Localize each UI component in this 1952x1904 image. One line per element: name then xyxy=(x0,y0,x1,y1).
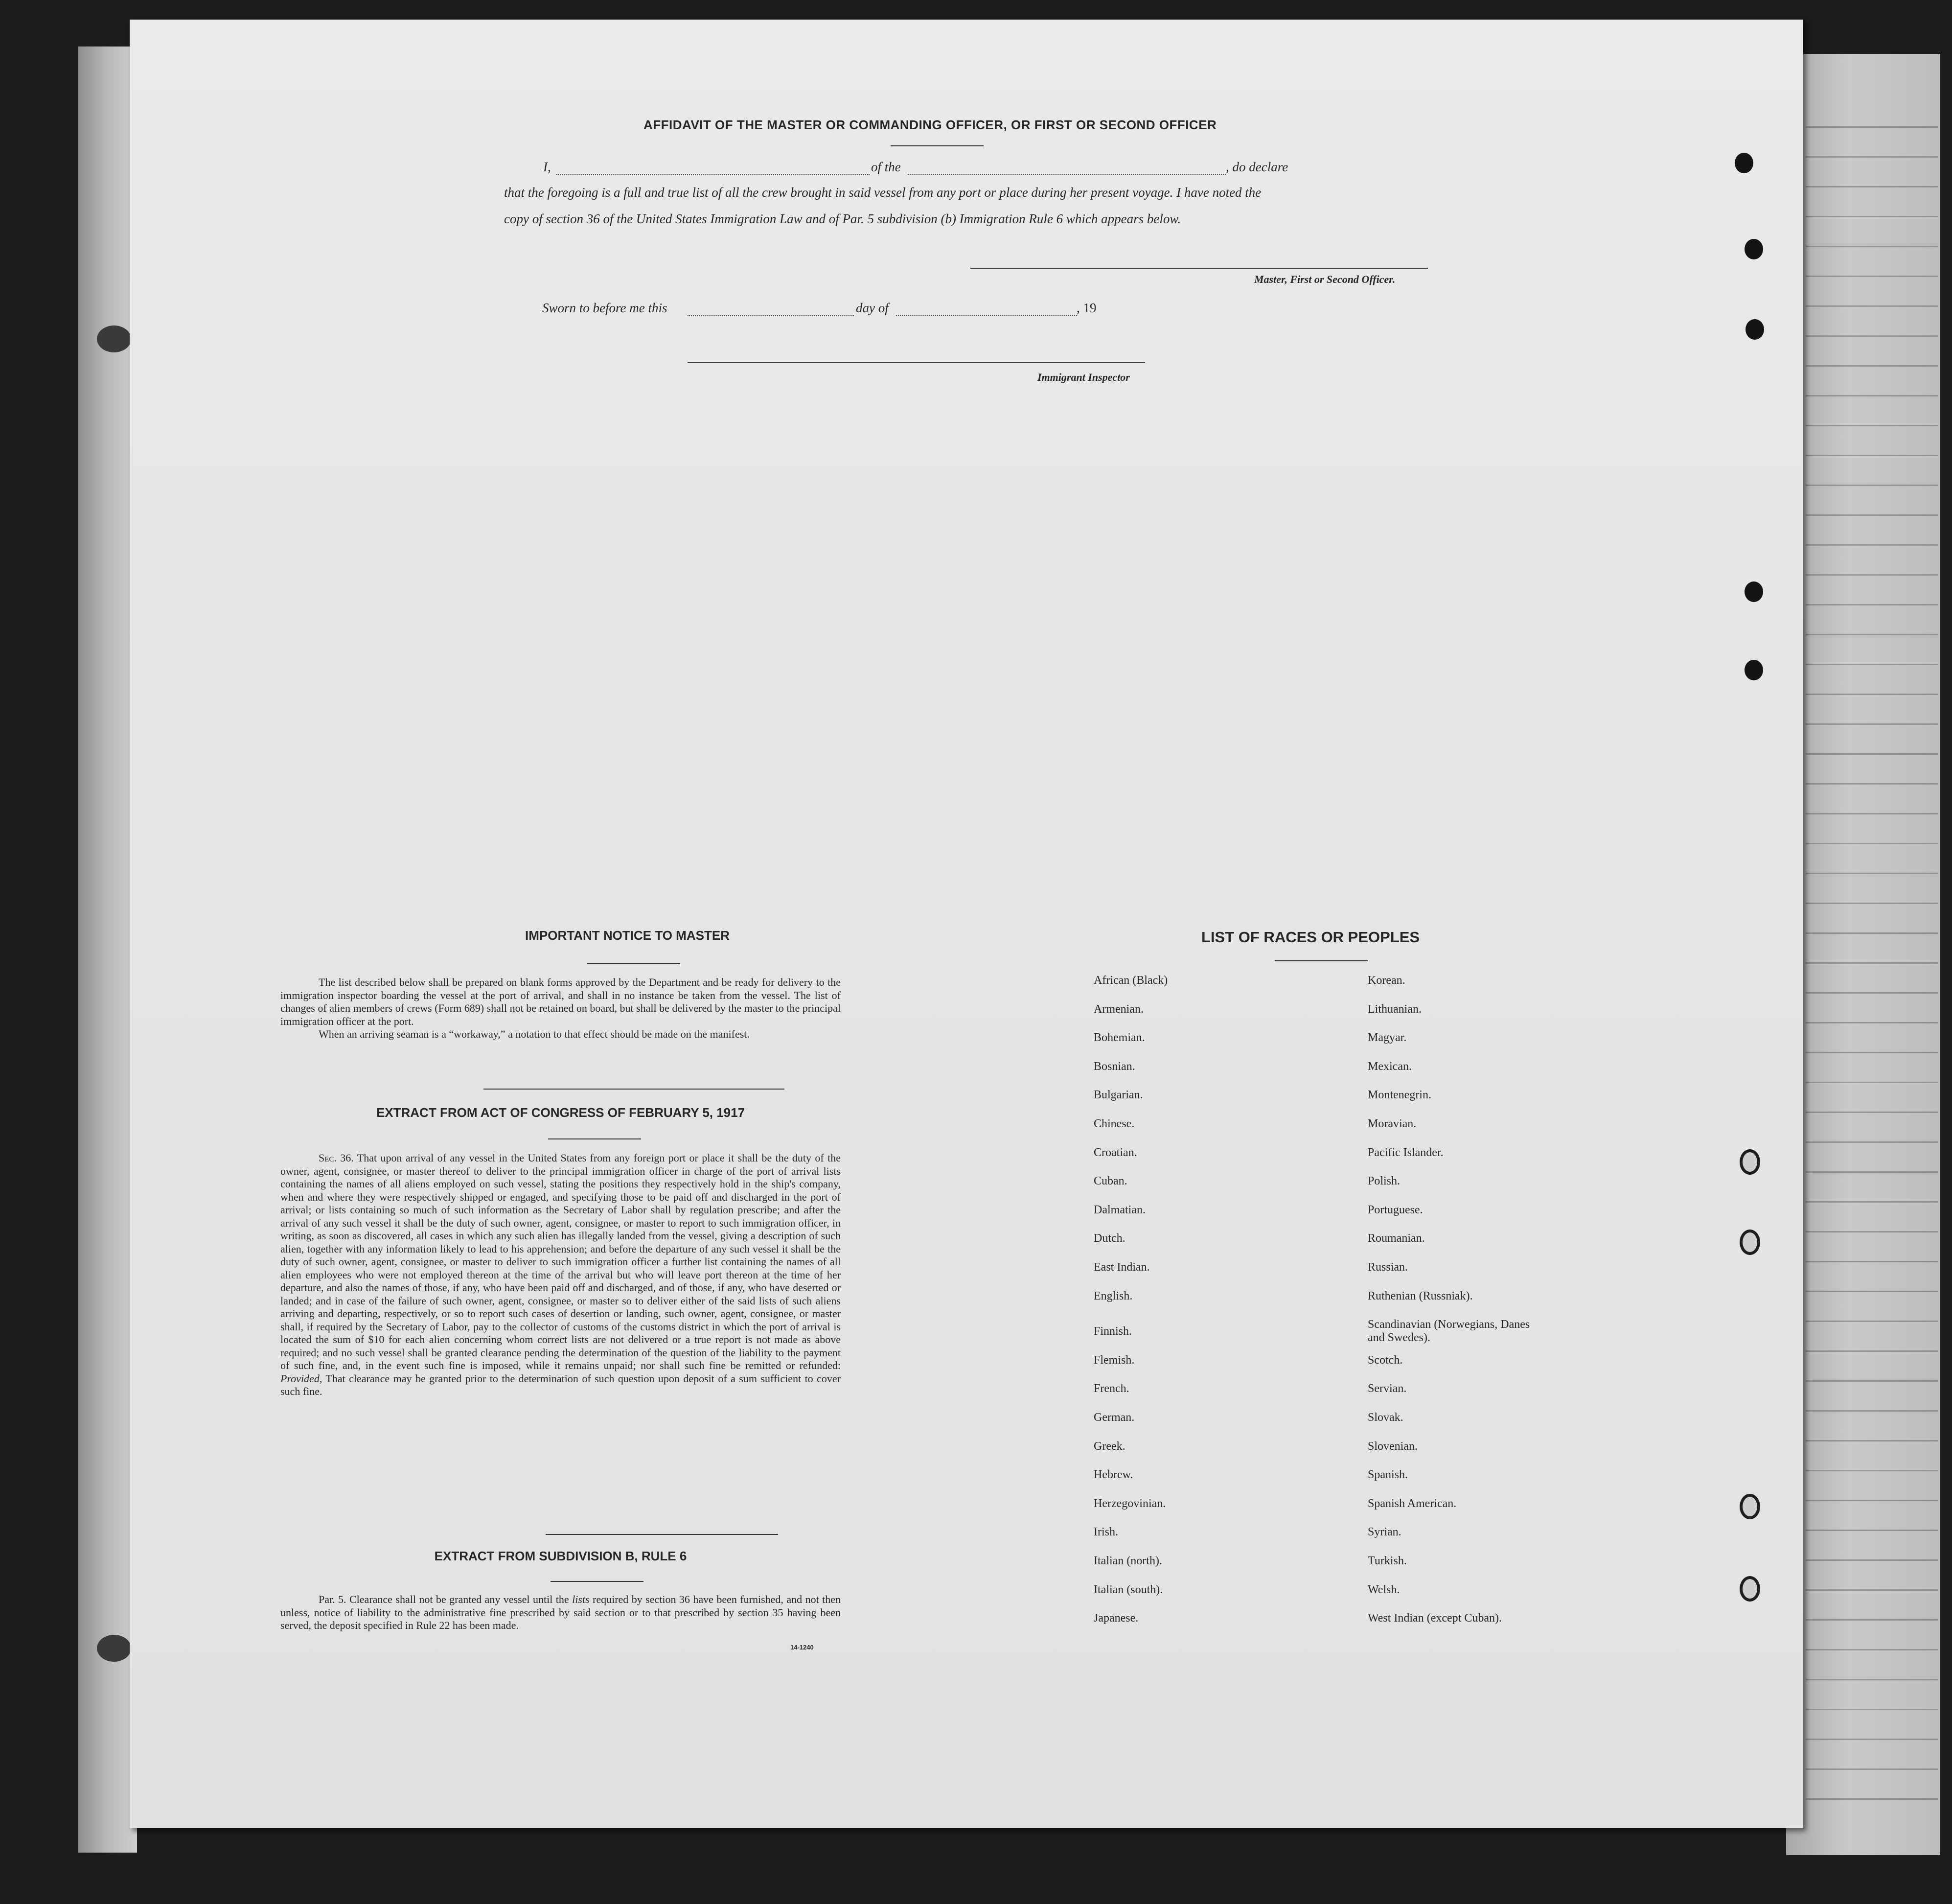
race-entry: Herzegovinian. xyxy=(1094,1497,1166,1510)
race-entry: Pacific Islander. xyxy=(1368,1146,1444,1159)
race-entry: English. xyxy=(1094,1289,1133,1302)
rule-body-b: required by section 36 have been furnished, and not then unless, notice of liability to the administrative fine prescribed by said section or to that prescribed by section 35 having been served, the deposit specified in Rule 22 has been made. xyxy=(280,1593,841,1631)
extract-act-underline xyxy=(548,1138,641,1139)
race-entry: Finnish. xyxy=(1094,1325,1132,1338)
extract-act-body-end: That clearance may be granted prior to the determination of such question upon deposit of a sum sufficient to cover such fine. xyxy=(280,1372,841,1397)
affidavit-title: AFFIDAVIT OF THE MASTER OR COMMANDING OFFICER, OR FIRST OR SECOND OFFICER xyxy=(643,117,1217,132)
master-name-field[interactable] xyxy=(556,173,870,175)
race-entry: Hebrew. xyxy=(1094,1468,1133,1482)
affidavit-of-the-label: of the xyxy=(871,160,901,174)
rule-body-a: Par. 5. Clearance shall not be granted any vessel until the xyxy=(319,1593,573,1605)
race-entry: Italian (north). xyxy=(1094,1555,1162,1567)
binding-ring xyxy=(97,1635,131,1662)
left-page-edges xyxy=(78,46,137,1853)
race-entry: West Indian (except Cuban). xyxy=(1368,1612,1502,1625)
race-entry: German. xyxy=(1094,1411,1135,1424)
extract-rule-text xyxy=(280,1593,841,1632)
notice-paragraph-2: When an arriving seaman is a “workaway,” a notation to that effect should be made on the manifest. xyxy=(319,1028,750,1040)
race-entry: Greek. xyxy=(1094,1440,1125,1453)
race-entry: Spanish. xyxy=(1368,1468,1408,1482)
lists-word: lists xyxy=(572,1593,590,1605)
notice-title: IMPORTANT NOTICE TO MASTER xyxy=(525,928,730,943)
notice-title-underline xyxy=(587,963,680,964)
sworn-prefix: Sworn to before me this xyxy=(542,301,667,315)
race-entry: Armenian. xyxy=(1094,1002,1144,1016)
manifest-page xyxy=(130,20,1803,1828)
race-entry: Lithuanian. xyxy=(1368,1002,1422,1016)
race-entry: Turkish. xyxy=(1368,1555,1407,1567)
race-entry: Mexican. xyxy=(1368,1060,1412,1073)
race-entry: Polish. xyxy=(1368,1175,1401,1188)
race-entry: Slovenian. xyxy=(1368,1440,1418,1453)
sworn-day-field[interactable] xyxy=(688,314,854,316)
sworn-year-prefix: , 19 xyxy=(1077,301,1097,315)
form-number: 14-1240 xyxy=(790,1644,814,1651)
notice-paragraph-1: The list described below shall be prepared on blank forms approved by the Department and be ready for delivery to the immigration inspector boarding the vessel at the port of arrival, and shall in no instance be taken from the vessel. The list of changes of alien members of crews (Form 689) shall not be retained on board, but shall be delivered by the master to the principal immigration officer at the port. xyxy=(280,976,841,1027)
race-entry: African (Black) xyxy=(1094,974,1168,987)
races-title: LIST OF RACES OR PEOPLES xyxy=(1201,929,1420,946)
inspector-signature-line[interactable] xyxy=(688,362,1145,363)
extract-act-body: That upon arrival of any vessel in the United States from any foreign port or place it shall be the duty of the owner, agent, consignee, or master thereof to deliver to the principal immigration officer in charge of the port of arrival lists containing the names of all aliens employed on such vessel, stating the positions they respectively hold in the ship's company, when and where they were respectively shipped or engaged, and specifying those to be paid off and discharged in the port of arrival; or lists containing so much of such information as the Secretary of Labor shall by regulation prescribe; and after the arrival of any such vessel it shall be the duty of such owner, agent, consignee, or master to report to such immigration officer, in writing, as soon as discovered, all cases in which any such alien has illegally landed from the vessel, giving a description of such alien, together with any information likely to lead to his apprehension; and before the departure of any such vessel it shall be the duty of such owner, agent, consignee, or master to deliver to such immigration officer a further list containing the names of all alien employees who were not employed thereon at the time of the arrival but who will leave port thereon at the time of her departure, and also the names of those, if any, who have been paid off and discharged, and of those, if any, who have deserted or landed; and in case of the failure of such owner, agent, consignee, or master so to deliver either of the said lists of such aliens arriving and departing, respectively, or so to report such cases of desertion or landing, such owner, agent, consignee, or master shall, if required by the Secretary of Labor, pay to the collector of customs of the customs district in which the port of arrival is located the sum of $10 for each alien concerning whom correct lists are not delivered or a true report is not made as above required; and no such vessel shall be granted clearance pending the determination of the question of the liability to the payment of such fine, and, in the event such fine is imposed, while it remains unpaid; nor shall such fine be remitted or refunded: xyxy=(280,1152,841,1371)
race-entry: Moravian. xyxy=(1368,1117,1417,1130)
background-sheet-ruling xyxy=(1806,98,1938,1811)
master-signature-line[interactable] xyxy=(970,268,1428,269)
race-entry: Welsh. xyxy=(1368,1583,1400,1596)
punch-hole xyxy=(1740,1494,1760,1519)
punch-hole xyxy=(1745,660,1763,680)
race-entry: Russian. xyxy=(1368,1261,1408,1274)
punch-hole xyxy=(1735,153,1753,173)
affidavit-statement-line2: that the foregoing is a full and true list of all the crew brought in said vessel from any port or place during her present voyage. I have noted the xyxy=(504,185,1262,200)
race-entry: French. xyxy=(1094,1382,1129,1395)
race-entry: Portuguese. xyxy=(1368,1203,1423,1216)
race-entry: Dalmatian. xyxy=(1094,1203,1146,1216)
section-label: Sec. 36. xyxy=(319,1152,354,1164)
race-entry: Roumanian. xyxy=(1368,1232,1425,1245)
race-entry: Scotch. xyxy=(1368,1353,1403,1367)
master-signature-label: Master, First or Second Officer. xyxy=(1254,273,1396,285)
punch-hole xyxy=(1740,1149,1760,1175)
punch-hole xyxy=(1740,1576,1760,1602)
affidavit-do-declare-label: , do declare xyxy=(1226,160,1288,174)
punch-hole xyxy=(1745,581,1763,602)
punch-hole xyxy=(1745,239,1763,259)
extract-rule-title: EXTRACT FROM SUBDIVISION B, RULE 6 xyxy=(434,1549,687,1563)
title-underline xyxy=(891,145,984,146)
punch-hole xyxy=(1745,319,1764,340)
sworn-month-field[interactable] xyxy=(896,314,1077,316)
extract-rule-underline xyxy=(551,1581,643,1582)
section-divider xyxy=(546,1534,778,1535)
race-entry: Italian (south). xyxy=(1094,1583,1163,1596)
race-entry: Korean. xyxy=(1368,974,1405,987)
race-entry: Chinese. xyxy=(1094,1117,1135,1130)
extract-act-title: EXTRACT FROM ACT OF CONGRESS OF FEBRUARY 5, 1917 xyxy=(376,1105,745,1120)
race-entry: Bosnian. xyxy=(1094,1060,1135,1073)
race-entry: Bohemian. xyxy=(1094,1031,1145,1045)
race-entry: Scandinavian (Norwegians, Danes and Swedes). xyxy=(1368,1318,1530,1345)
race-entry: Slovak. xyxy=(1368,1411,1403,1424)
vessel-name-field[interactable] xyxy=(908,173,1226,175)
race-entry: Montenegrin. xyxy=(1368,1089,1431,1102)
race-entry: East Indian. xyxy=(1094,1261,1150,1274)
races-title-underline xyxy=(1275,960,1368,961)
binding-ring xyxy=(97,325,131,352)
punch-hole xyxy=(1740,1230,1760,1255)
provided-word: Provided, xyxy=(280,1372,322,1385)
section-divider xyxy=(483,1089,784,1090)
race-entry: Syrian. xyxy=(1368,1526,1401,1539)
race-entry: Magyar. xyxy=(1368,1031,1407,1045)
race-entry: Croatian. xyxy=(1094,1146,1137,1159)
race-entry: Flemish. xyxy=(1094,1353,1135,1367)
race-entry: Spanish American. xyxy=(1368,1497,1457,1510)
extract-act-text xyxy=(280,1152,841,1398)
day-of-label: day of xyxy=(856,301,889,315)
race-entry: Dutch. xyxy=(1094,1232,1125,1245)
affidavit-i-label: I, xyxy=(543,160,551,174)
race-entry: Cuban. xyxy=(1094,1175,1127,1188)
race-entry: Japanese. xyxy=(1094,1612,1139,1625)
race-entry: Bulgarian. xyxy=(1094,1089,1143,1102)
race-entry: Servian. xyxy=(1368,1382,1407,1395)
race-entry: Irish. xyxy=(1094,1526,1118,1539)
race-entry: Ruthenian (Russniak). xyxy=(1368,1289,1473,1302)
inspector-label: Immigrant Inspector xyxy=(1037,371,1130,383)
affidavit-statement-line3: copy of section 36 of the United States Immigration Law and of Par. 5 subdivision (b) Immigration Rule 6 which appears below. xyxy=(504,211,1181,226)
